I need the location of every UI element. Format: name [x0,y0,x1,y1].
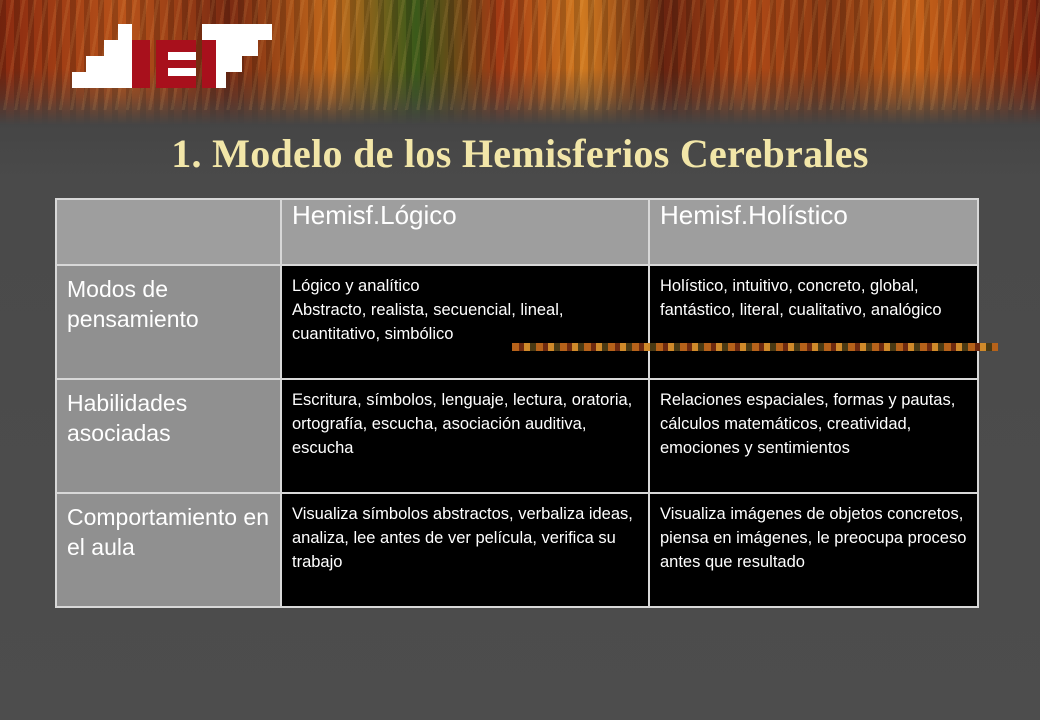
cell-text: Lógico y analítico [292,277,420,295]
hemispheres-table [55,198,979,608]
cell-text: Relaciones espaciales, formas y pautas, cálculos matemáticos, creatividad, emociones y sentimientos [660,391,956,457]
header-holistico: Hemisf.Holístico [649,199,978,265]
cell-comportamiento-holistico [649,493,978,607]
cell-comportamiento-logico [281,493,649,607]
decorative-stripe [512,343,998,351]
cell-text: Holístico, intuitivo, concreto, global, fantástico, literal, cualitativo, analógico [660,277,942,319]
row-label-modos: Modos de pensamiento [56,265,281,379]
ief-logo [72,22,272,90]
cell-modos-logico [281,265,649,379]
row-label-habilidades: Habilidades asociadas [56,379,281,493]
slide-title: 1. Modelo de los Hemisferios Cerebrales [171,131,869,176]
header-empty-cell [56,199,281,265]
cell-text: Abstracto, realista, secuencial, lineal, cuantitativo, simbólico [292,301,564,343]
header-logico: Hemisf.Lógico [281,199,649,265]
table-row [56,379,978,493]
table-row [56,265,978,379]
table-row [56,493,978,607]
cell-habilidades-holistico [649,379,978,493]
cell-modos-holistico [649,265,978,379]
cell-text: Visualiza símbolos abstractos, verbaliza ideas, analiza, lee antes de ver película, verifica su trabajo [292,505,633,571]
cell-text: Escritura, símbolos, lenguaje, lectura, oratoria, ortografía, escucha, asociación auditiva, escucha [292,391,633,457]
row-label-comportamiento: Comportamiento en el aula [56,493,281,607]
table-header-row [56,199,978,265]
cell-habilidades-logico [281,379,649,493]
cell-text: Visualiza imágenes de objetos concretos, piensa en imágenes, le preocupa proceso antes que resultado [660,505,967,571]
